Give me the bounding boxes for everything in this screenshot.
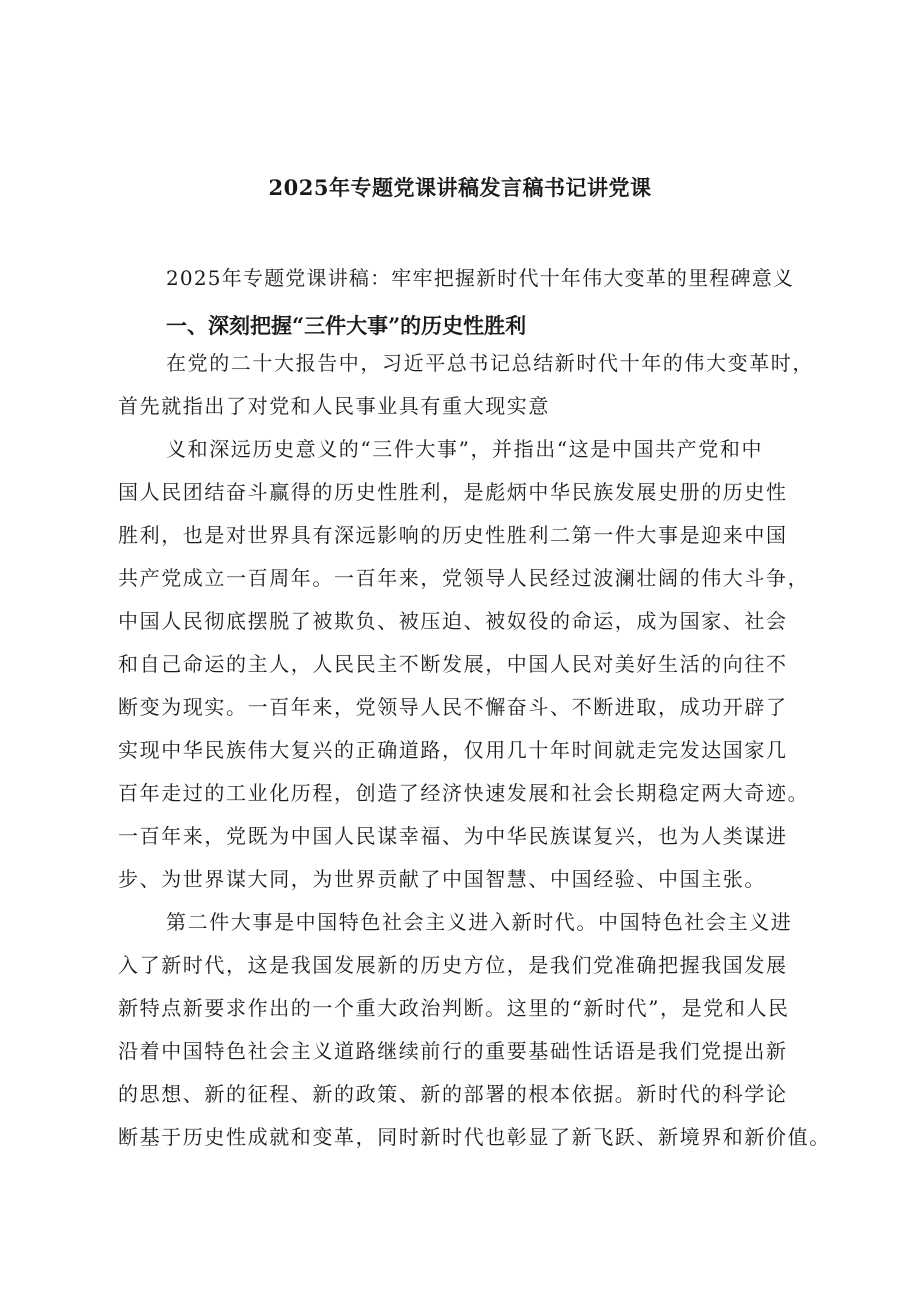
paragraph-line: 和自己命运的主人，人民民主不断发展，中国人民对美好生活的向往不 <box>118 652 788 676</box>
paragraph-line: 断变为现实。一百年来，党领导人民不懈奋斗、不断进取，成功开辟了 <box>118 695 788 719</box>
document-subtitle: 2025年专题党课讲稿：牢牢把握新时代十年伟大变革的里程碑意义 <box>166 266 795 290</box>
section-heading: 一、深刻把握“三件大事”的历史性胜利 <box>166 313 527 338</box>
paragraph-line: 首先就指出了对党和人民事业具有重大现实意 <box>118 394 550 418</box>
paragraph-line: 第二件大事是中国特色社会主义进入新时代。中国特色社会主义进 <box>166 910 793 934</box>
paragraph-line: 步、为世界谋大同，为世界贡献了中国智慧、中国经验、中国主张。 <box>118 867 766 891</box>
paragraph-line: 胜利，也是对世界具有深远影响的历史性胜利二第一件大事是迎来中国 <box>118 523 788 547</box>
paragraph-line: 一百年来，党既为中国人民谋幸福、为中华民族谋复兴，也为人类谋进 <box>118 824 788 848</box>
paragraph-line: 义和深远历史意义的“三件大事”，并指出“这是中国共产党和中 <box>166 437 764 461</box>
document-title: 2025年专题党课讲稿发言稿书记讲党课 <box>268 175 652 200</box>
paragraph-line: 新特点新要求作出的一个重大政治判断。这里的“新时代”，是党和人民 <box>118 996 790 1020</box>
paragraph-line: 国人民团结奋斗赢得的历史性胜利，是彪炳中华民族发展史册的历史性 <box>118 480 788 504</box>
paragraph-line: 入了新时代，这是我国发展新的历史方位，是我们党准确把握我国发展 <box>118 953 788 977</box>
paragraph-line: 中国人民彻底摆脱了被欺负、被压迫、被奴役的命运，成为国家、社会 <box>118 609 788 633</box>
paragraph-line: 沿着中国特色社会主义道路继续前行的重要基础性话语是我们党提出新 <box>118 1039 788 1063</box>
paragraph-line: 实现中华民族伟大复兴的正确道路，仅用几十年时间就走完发达国家几 <box>118 738 788 762</box>
paragraph-line: 百年走过的工业化历程，创造了经济快速发展和社会长期稳定两大奇迹。 <box>118 781 810 805</box>
paragraph-line: 共产党成立一百周年。一百年来，党领导人民经过波澜壮阔的伟大斗争， <box>118 566 810 590</box>
paragraph-line: 断基于历史性成就和变革，同时新时代也彰显了新飞跃、新境界和新价值。 <box>118 1125 831 1149</box>
paragraph-line: 的思想、新的征程、新的政策、新的部署的根本依据。新时代的科学论 <box>118 1082 788 1106</box>
paragraph-line: 在党的二十大报告中，习近平总书记总结新时代十年的伟大变革时， <box>166 351 814 375</box>
